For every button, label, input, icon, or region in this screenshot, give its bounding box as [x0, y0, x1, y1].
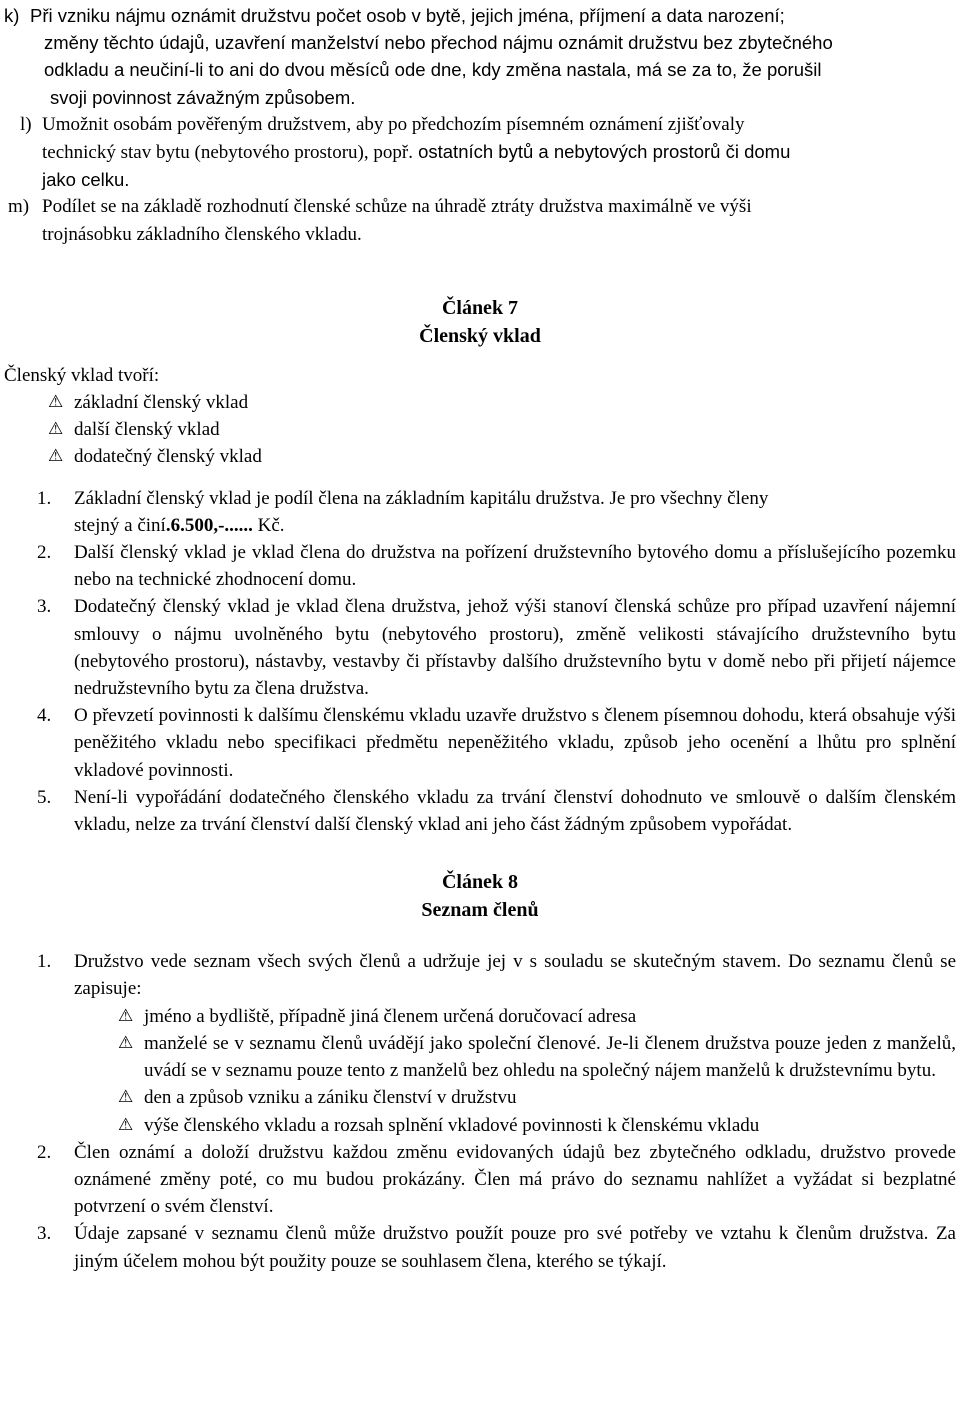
- article-7-item-5-text: Není-li vypořádání dodatečného členského vkladu za trvání členství dohodnuto ve smlouvě o dalším členském vkladu, nelze za trvání členství další členský vklad ani jeho část žádným způsobem vypořádat.: [74, 786, 956, 836]
- list-item: ⚠ manželé se v seznamu členů uvádějí jako společní členové. Je-li členem družstva pouze jeden z manželů, uvádí se v seznamu pouze tento z manželů bez ohledu na společný nájem manželů k družstevnímu bytu.: [74, 1030, 956, 1084]
- article-8-item-3-text: Údaje zapsané v seznamu členů může družstvo použít pouze pro své potřeby ve vztahu k členům družstva. Za jiným účelem mohou být použity pouze se souhlasem člena, kterého se týkají.: [74, 1223, 956, 1272]
- warning-sign-icon: ⚠: [48, 419, 64, 440]
- article-7-item-2-text: Další členský vklad je vklad člena do družstva na pořízení družstevního bytového domu a příslušejícího pozemku nebo na technické zhodnocení domu.: [74, 542, 956, 591]
- item-k-line-2: změny těchto údajů, uzavření manželství nebo přechod nájmu oznámit družstvu bez zbytečného: [44, 32, 833, 54]
- item-k-line-4: svoji povinnost závažným způsobem.: [50, 86, 356, 108]
- item-m-line-1: Podílet se na základě rozhodnutí členské schůze na úhradě ztráty družstva maximálně ve výši: [42, 196, 752, 218]
- item-number: 4.: [37, 705, 52, 727]
- warning-sign-icon: ⚠: [118, 1032, 134, 1053]
- warning-sign-icon: ⚠: [118, 1005, 134, 1026]
- article-8-numbered-list: [0, 948, 960, 1274]
- list-item: [0, 948, 960, 1138]
- item-number: 5.: [37, 786, 52, 808]
- item-number: 2.: [37, 1141, 52, 1163]
- item-k-line-1: Při vzniku nájmu oznámit družstvu počet osob v bytě, jejich jména, příjmení a data narození;: [30, 5, 785, 26]
- warning-sign-icon: ⚠: [48, 392, 64, 413]
- item-l-line-3: jako celku.: [42, 169, 130, 191]
- article-7-number: Článek 7: [441, 296, 519, 319]
- item-number: 1.: [37, 951, 52, 973]
- list-item: [0, 485, 960, 539]
- article-8-number: Článek 8: [441, 871, 519, 894]
- list-item-l: [0, 111, 960, 194]
- list-item: [0, 702, 960, 784]
- item-m-line-2: trojnásobku základního členského vkladu.: [42, 223, 362, 245]
- warning-sign-icon: ⚠: [118, 1087, 134, 1108]
- list-item: ⚠ jméno a bydliště, případně jiná členem určená doručovací adresa: [74, 1003, 956, 1030]
- item-l-line-1: Umožnit osobám pověřeným družstvem, aby po předchozím písemném oznámení zjišťovaly: [42, 113, 745, 135]
- item-number: 3.: [37, 596, 52, 618]
- item-k-line-3: odkladu a neučiní-li to ani do dvou měsíců ode dne, kdy změna nastala, má se za to, že porušil: [44, 59, 822, 81]
- vklad-amount: .6.500,-: [165, 514, 225, 536]
- list-item: ⚠ den a způsob vzniku a zániku členství v družstvu: [74, 1084, 956, 1111]
- article-7-title: Členský vklad: [419, 324, 541, 347]
- item-l-line-2-serif: technický stav bytu (nebytového prostoru), popř.: [42, 142, 413, 164]
- article-7-item-1-line-1: Základní členský vklad je podíl člena na základním kapitálu družstva. Je pro všechny členy: [74, 487, 769, 509]
- list-item: [0, 1139, 960, 1221]
- article-7-item-4-text: O převzetí povinnosti k dalšímu členskému vkladu uzavře družstvo s členem písemnou dohodu, která obsahuje výši peněžitého vkladu nebo specifikaci předmětu nepeněžitého vkladu, způsob jeho ocenění a lhůtu pro splnění vkladové povinnosti.: [74, 705, 956, 781]
- article-8-title: Seznam členů: [421, 899, 539, 922]
- list-item: [0, 593, 960, 702]
- list-item: ⚠ výše členského vkladu a rozsah splnění vkladové povinnosti k členskému vkladu: [74, 1112, 956, 1139]
- article-8-bullet-list: [74, 1003, 956, 1139]
- article-7-bullet-list: [0, 389, 960, 471]
- item-label: l): [20, 113, 32, 135]
- list-item: ⚠ dodatečný členský vklad: [0, 443, 960, 470]
- item-number: 2.: [37, 542, 52, 564]
- item-l-line-2-sans: ostatních bytů a nebytových prostorů či domu: [412, 141, 791, 163]
- document-page: [0, 2, 960, 1275]
- item-label: k): [4, 5, 20, 26]
- list-item-k: [0, 2, 960, 111]
- article-7-numbered-list: [0, 485, 960, 839]
- warning-sign-icon: ⚠: [118, 1114, 134, 1135]
- item-number: 3.: [37, 1223, 52, 1245]
- list-item: [0, 1220, 960, 1274]
- article-8-item-2-text: Člen oznámí a doloží družstvu každou změnu evidovaných údajů bez zbytečného odkladu, družstvo provede oznámené změny poté, co mu budou prokázány. Člen má právo do seznamu nahlížet a vyžádat si bezplatné potvrzení o svém členství.: [74, 1141, 956, 1218]
- item-label: m): [8, 196, 30, 218]
- list-item: [0, 539, 960, 593]
- article-7-intro: Členský vklad tvoří:: [4, 364, 160, 386]
- article-8-item-1-text: Družstvo vede seznam všech svých členů a udržuje jej v s souladu se skutečným stavem. Do seznamu členů se zapisuje:: [74, 951, 956, 1000]
- article-7-item-3-text: Dodatečný členský vklad je vklad člena družstva, jehož výši stanoví členská schůze pro případ uzavření nájemní smlouvy o nájmu uvolněného bytu (nebytového prostoru), změně velikosti stávajícího družstevního bytu (nebytového prostoru), nástavby, vestavby či přístavby dalšího družstevního bytu v domě nebo při přijetí nájemce nedružstevního bytu za člena družstva.: [74, 596, 956, 700]
- list-item-m: [0, 193, 960, 247]
- list-item: ⚠ základní členský vklad: [0, 389, 960, 416]
- list-item: [0, 784, 960, 838]
- item-l-line-2: [42, 138, 960, 166]
- list-item: ⚠ další členský vklad: [0, 416, 960, 443]
- item-number: 1.: [37, 487, 52, 509]
- article-7-item-1-line-2: stejný a činí.6.500,-...... Kč.: [74, 514, 285, 536]
- warning-sign-icon: ⚠: [48, 446, 64, 467]
